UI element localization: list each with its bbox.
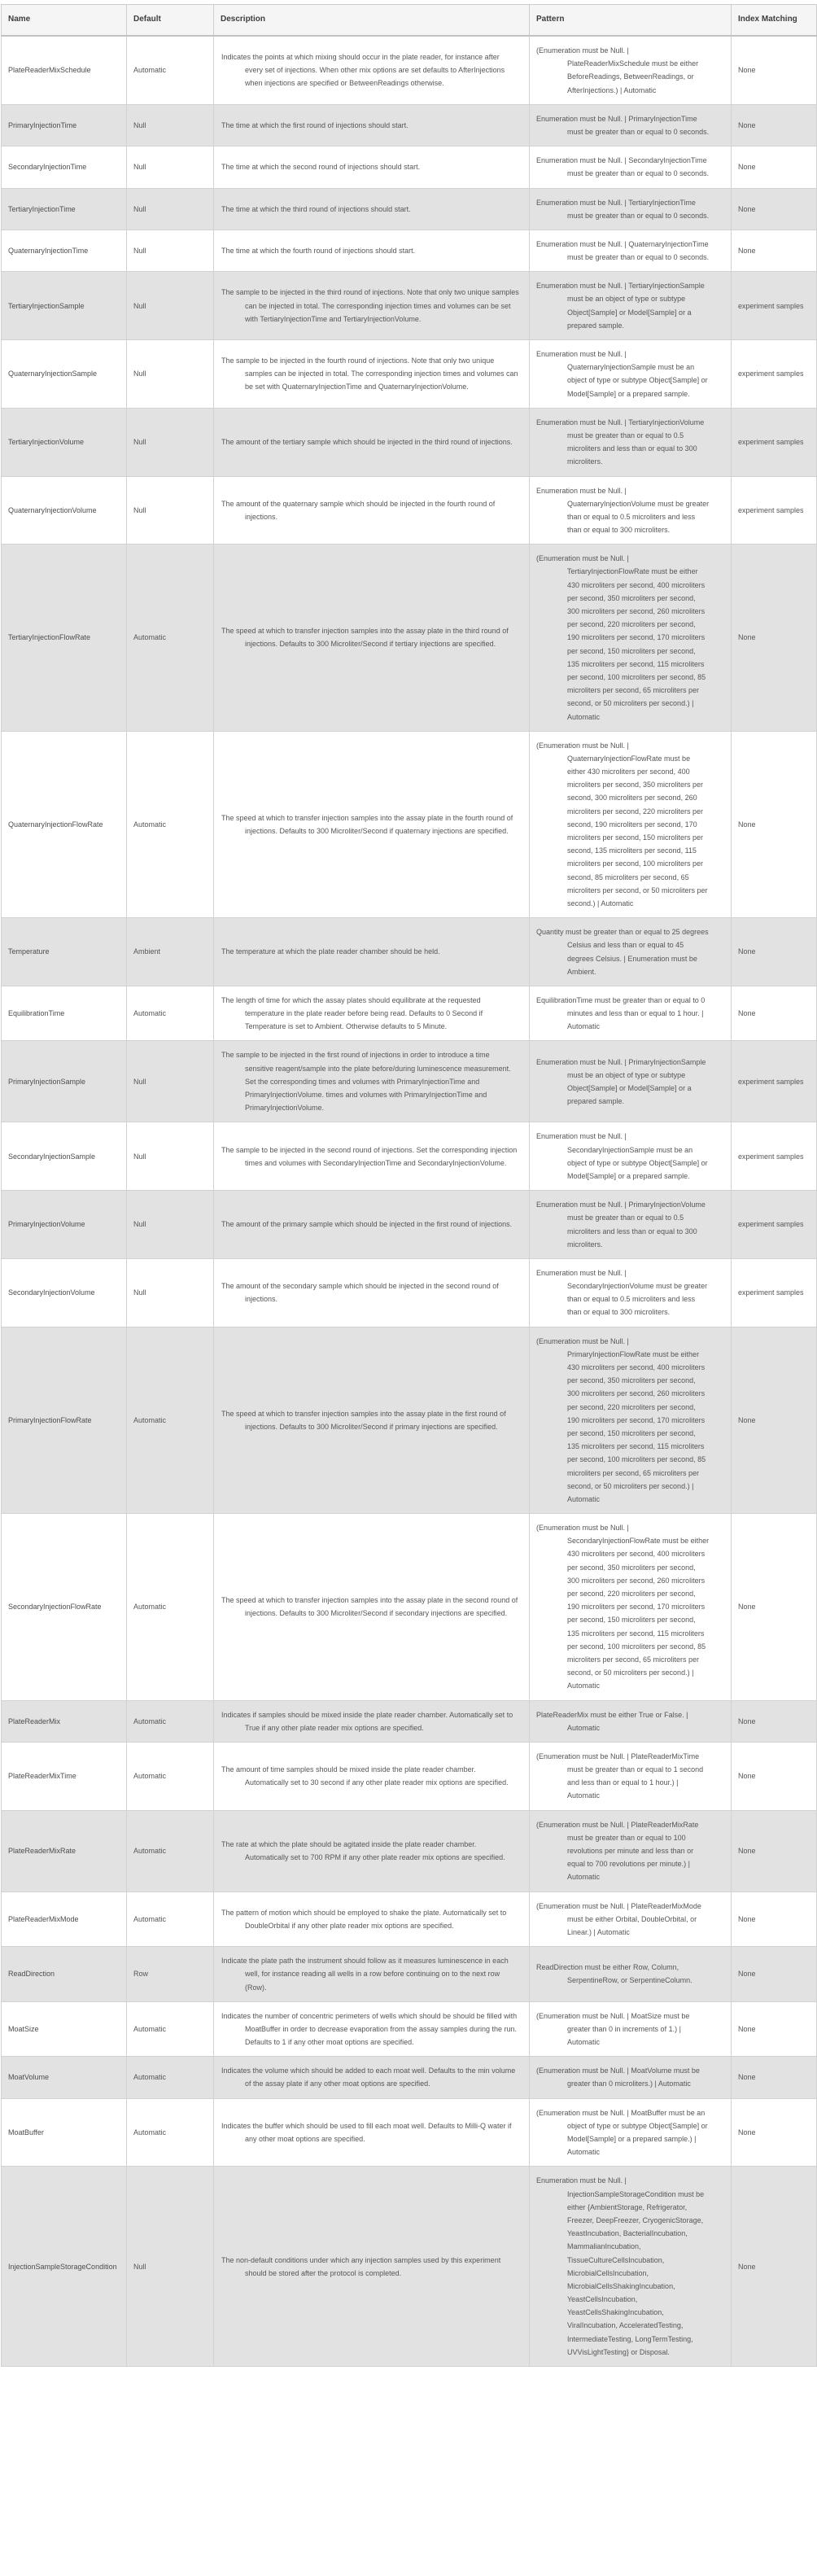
table-row: [2, 1742, 817, 1810]
cell-default-value: Null: [127, 408, 214, 476]
cell-option-name: PlateReaderMixTime: [2, 1742, 127, 1810]
cell-default-value: Automatic: [127, 1700, 214, 1742]
table-row: [2, 2001, 817, 2057]
cell-pattern: (Enumeration must be Null. | PlateReaderMixTime must be greater than or equal to 1 second and less than or equal to 1 hour.) | Automatic: [530, 1742, 732, 1810]
cell-pattern: Enumeration must be Null. | TertiaryInjectionSample must be an object of type or subtype Object[Sample] or Model[Sample] or a prepared sample.: [530, 272, 732, 340]
table-row: [2, 1514, 817, 1700]
cell-pattern: EquilibrationTime must be greater than or equal to 0 minutes and less than or equal to 1 hour. | Automatic: [530, 986, 732, 1041]
header-row: [2, 5, 817, 37]
cell-description: Indicates if samples should be mixed inside the plate reader chamber. Automatically set to True if any other plate reader mix options are specified.: [214, 1700, 530, 1742]
cell-default-value: Automatic: [127, 2001, 214, 2057]
cell-option-name: MoatSize: [2, 2001, 127, 2057]
table-row: [2, 1810, 817, 1892]
cell-pattern: (Enumeration must be Null. | TertiaryInjectionFlowRate must be either 430 microliters per second, 400 microliters per second, 350 microliters per second, 300 microliters per second, 260 microliters per second, 220 microliters per second, 190 microliters per second, 170 microliters per second, 150 microliters per second, 135 microliters per second, 115 microliters per second, 100 microliters per second, 85 microliters per second, 65 microliters per second, or 50 microliters per second.) | Automatic: [530, 545, 732, 731]
cell-index-matching: None: [732, 1810, 817, 1892]
cell-description: The amount of the quaternary sample which should be injected in the fourth round of injections.: [214, 476, 530, 545]
cell-option-name: TertiaryInjectionFlowRate: [2, 545, 127, 731]
cell-index-matching: None: [732, 2167, 817, 2367]
table-row: [2, 986, 817, 1041]
cell-description: The time at which the first round of injections should start.: [214, 104, 530, 146]
cell-option-name: SecondaryInjectionFlowRate: [2, 1514, 127, 1700]
cell-option-name: MoatVolume: [2, 2057, 127, 2098]
cell-description: The speed at which to transfer injection samples into the assay plate in the first round of injections. Defaults to 300 Microliter/Second if primary injections are specified.: [214, 1327, 530, 1513]
cell-default-value: Automatic: [127, 2098, 214, 2167]
cell-option-name: QuaternaryInjectionSample: [2, 340, 127, 409]
cell-option-name: TertiaryInjectionVolume: [2, 408, 127, 476]
table-row: [2, 1258, 817, 1327]
column-header-name: Name: [2, 5, 127, 37]
cell-index-matching: experiment samples: [732, 1191, 817, 1259]
cell-index-matching: None: [732, 2001, 817, 2057]
cell-description: Indicates the points at which mixing should occur in the plate reader, for instance after every set of injections. When other mix options are set defaults to AfterInjections when injections are specified or BetweenReadings otherwise.: [214, 36, 530, 104]
cell-pattern: (Enumeration must be Null. | PlateReaderMixMode must be either Orbital, DoubleOrbital, or Linear.) | Automatic: [530, 1892, 732, 1947]
cell-default-value: Null: [127, 272, 214, 340]
table-row: [2, 2057, 817, 2098]
cell-pattern: PlateReaderMix must be either True or False. | Automatic: [530, 1700, 732, 1742]
cell-pattern: Enumeration must be Null. | PrimaryInjectionVolume must be greater than or equal to 0.5 microliters and less than or equal to 300 microliters.: [530, 1191, 732, 1259]
cell-description: Indicate the plate path the instrument should follow as it measures luminescence in each well, for instance reading all wells in a row before continuing on to the next row (Row).: [214, 1947, 530, 2002]
cell-default-value: Automatic: [127, 1892, 214, 1947]
cell-pattern: Enumeration must be Null. | QuaternaryInjectionSample must be an object of type or subtype Object[Sample] or Model[Sample] or a prepared sample.: [530, 340, 732, 409]
cell-pattern: Enumeration must be Null. | PrimaryInjectionSample must be an object of type or subtype Object[Sample] or Model[Sample] or a prepared sample.: [530, 1041, 732, 1122]
cell-description: The time at which the fourth round of injections should start.: [214, 230, 530, 271]
table-row: [2, 340, 817, 409]
cell-default-value: Automatic: [127, 36, 214, 104]
column-header-pattern: Pattern: [530, 5, 732, 37]
cell-index-matching: None: [732, 104, 817, 146]
cell-description: The speed at which to transfer injection samples into the assay plate in the second round of injections. Defaults to 300 Microliter/Second if secondary injections are specified.: [214, 1514, 530, 1700]
cell-index-matching: None: [732, 1327, 817, 1513]
table-row: [2, 2167, 817, 2367]
cell-option-name: PrimaryInjectionSample: [2, 1041, 127, 1122]
cell-index-matching: None: [732, 545, 817, 731]
cell-pattern: Enumeration must be Null. | SecondaryInjectionTime must be greater than or equal to 0 seconds.: [530, 147, 732, 188]
cell-option-name: PlateReaderMixMode: [2, 1892, 127, 1947]
cell-description: The amount of the secondary sample which should be injected in the second round of injections.: [214, 1258, 530, 1327]
cell-default-value: Null: [127, 147, 214, 188]
cell-description: Indicates the buffer which should be used to fill each moat well. Defaults to Milli-Q water if any other moat options are specified.: [214, 2098, 530, 2167]
cell-pattern: Quantity must be greater than or equal to 25 degrees Celsius and less than or equal to 45 degrees Celsius. | Enumeration must be Ambient.: [530, 918, 732, 986]
cell-option-name: PrimaryInjectionTime: [2, 104, 127, 146]
cell-index-matching: None: [732, 986, 817, 1041]
table-row: [2, 731, 817, 917]
cell-option-name: Temperature: [2, 918, 127, 986]
cell-description: The speed at which to transfer injection samples into the assay plate in the fourth round of injections. Defaults to 300 Microliter/Second if quaternary injections are specified.: [214, 731, 530, 917]
table-row: [2, 147, 817, 188]
table-row: [2, 104, 817, 146]
table-body: [2, 36, 817, 2367]
table-row: [2, 918, 817, 986]
cell-index-matching: None: [732, 230, 817, 271]
cell-default-value: Null: [127, 230, 214, 271]
cell-pattern: (Enumeration must be Null. | PlateReaderMixRate must be greater than or equal to 100 revolutions per minute and less than or equal to 700 revolutions per minute.) | Automatic: [530, 1810, 732, 1892]
cell-option-name: QuaternaryInjectionTime: [2, 230, 127, 271]
cell-option-name: SecondaryInjectionTime: [2, 147, 127, 188]
cell-index-matching: None: [732, 36, 817, 104]
cell-default-value: Automatic: [127, 1327, 214, 1513]
cell-default-value: Null: [127, 2167, 214, 2367]
cell-default-value: Null: [127, 476, 214, 545]
cell-description: Indicates the volume which should be added to each moat well. Defaults to the min volume of the assay plate if any other moat options are specified.: [214, 2057, 530, 2098]
cell-pattern: Enumeration must be Null. | SecondaryInjectionVolume must be greater than or equal to 0.5 microliters and less than or equal to 300 microliters.: [530, 1258, 732, 1327]
column-header-index-matching: Index Matching: [732, 5, 817, 37]
cell-index-matching: experiment samples: [732, 476, 817, 545]
cell-pattern: Enumeration must be Null. | QuaternaryInjectionTime must be greater than or equal to 0 seconds.: [530, 230, 732, 271]
cell-index-matching: None: [732, 1947, 817, 2002]
cell-description: The time at which the second round of injections should start.: [214, 147, 530, 188]
cell-default-value: Null: [127, 340, 214, 409]
cell-default-value: Ambient: [127, 918, 214, 986]
cell-default-value: Automatic: [127, 545, 214, 731]
cell-description: The amount of time samples should be mixed inside the plate reader chamber. Automatically set to 30 second if any other plate reader mix options are specified.: [214, 1742, 530, 1810]
table-row: [2, 188, 817, 230]
cell-pattern: Enumeration must be Null. | InjectionSampleStorageCondition must be either {AmbientStorage, Refrigerator, Freezer, DeepFreezer, CryogenicStorage, YeastIncubation, BacterialIncubation, MammalianIncubation, TissueCultureCellsIncubation, MicrobialCellsIncubation, MicrobialCellsShakingIncubation, YeastCellsIncubation, YeastCellsShakingIncubation, ViralIncubation, AcceleratedTesting, IntermediateTesting, LongTermTesting, UVVisLightTesting} or Disposal.: [530, 2167, 732, 2367]
cell-index-matching: None: [732, 147, 817, 188]
cell-pattern: Enumeration must be Null. | SecondaryInjectionSample must be an object of type or subtype Object[Sample] or Model[Sample] or a prepared sample.: [530, 1122, 732, 1191]
column-header-description: Description: [214, 5, 530, 37]
cell-pattern: Enumeration must be Null. | QuaternaryInjectionVolume must be greater than or equal to 0.5 microliters and less than or equal to 300 microliters.: [530, 476, 732, 545]
cell-description: The pattern of motion which should be employed to shake the plate. Automatically set to DoubleOrbital if any other plate reader mix options are specified.: [214, 1892, 530, 1947]
cell-index-matching: experiment samples: [732, 272, 817, 340]
cell-default-value: Automatic: [127, 986, 214, 1041]
cell-description: The length of time for which the assay plates should equilibrate at the requested temperature in the plate reader before being read. Defaults to 0 Second if Temperature is set to Ambient. Otherwise defaults to 5 Minute.: [214, 986, 530, 1041]
cell-description: The sample to be injected in the second round of injections. Set the corresponding injection times and volumes with SecondaryInjectionTime and SecondaryInjectionVolume.: [214, 1122, 530, 1191]
cell-option-name: SecondaryInjectionVolume: [2, 1258, 127, 1327]
cell-index-matching: None: [732, 2098, 817, 2167]
cell-default-value: Automatic: [127, 1514, 214, 1700]
cell-index-matching: None: [732, 1742, 817, 1810]
cell-option-name: QuaternaryInjectionFlowRate: [2, 731, 127, 917]
cell-option-name: TertiaryInjectionTime: [2, 188, 127, 230]
cell-index-matching: experiment samples: [732, 340, 817, 409]
cell-index-matching: None: [732, 1892, 817, 1947]
cell-description: The time at which the third round of injections should start.: [214, 188, 530, 230]
cell-description: The amount of the primary sample which should be injected in the first round of injections.: [214, 1191, 530, 1259]
cell-index-matching: None: [732, 1700, 817, 1742]
cell-index-matching: None: [732, 1514, 817, 1700]
cell-index-matching: None: [732, 2057, 817, 2098]
cell-description: The temperature at which the plate reader chamber should be held.: [214, 918, 530, 986]
cell-pattern: Enumeration must be Null. | TertiaryInjectionVolume must be greater than or equal to 0.5 microliters and less than or equal to 300 microliters.: [530, 408, 732, 476]
cell-pattern: (Enumeration must be Null. | MoatSize must be greater than 0 in increments of 1.) | Automatic: [530, 2001, 732, 2057]
cell-description: The sample to be injected in the third round of injections. Note that only two unique samples can be injected in total. The corresponding injection times and volumes can be set with TertiaryInjectionTime and TertiaryInjectionVolume.: [214, 272, 530, 340]
cell-description: The sample to be injected in the first round of injections in order to introduce a time sensitive reagent/sample into the plate before/during luminescence measurement. Set the corresponding times and volumes with PrimaryInjectionTime and PrimaryInjectionVolume. times and volumes with PrimaryInjectionTime and PrimaryInjectionVolume.: [214, 1041, 530, 1122]
options-table: [1, 4, 817, 2367]
cell-index-matching: experiment samples: [732, 1122, 817, 1191]
cell-default-value: Automatic: [127, 1810, 214, 1892]
cell-option-name: PrimaryInjectionFlowRate: [2, 1327, 127, 1513]
cell-default-value: Null: [127, 1191, 214, 1259]
table-row: [2, 1700, 817, 1742]
table-row: [2, 2098, 817, 2167]
cell-option-name: EquilibrationTime: [2, 986, 127, 1041]
table-row: [2, 476, 817, 545]
cell-option-name: QuaternaryInjectionVolume: [2, 476, 127, 545]
cell-pattern: (Enumeration must be Null. | SecondaryInjectionFlowRate must be either 430 microliters per second, 400 microliters per second, 350 microliters per second, 300 microliters per second, 260 microliters per second, 220 microliters per second, 190 microliters per second, 170 microliters per second, 150 microliters per second, 135 microliters per second, 115 microliters per second, 100 microliters per second, 85 microliters per second, 65 microliters per second, or 50 microliters per second.) | Automatic: [530, 1514, 732, 1700]
cell-option-name: ReadDirection: [2, 1947, 127, 2002]
table-row: [2, 36, 817, 104]
cell-pattern: (Enumeration must be Null. | MoatVolume must be greater than 0 microliters.) | Automatic: [530, 2057, 732, 2098]
table-row: [2, 1191, 817, 1259]
cell-pattern: (Enumeration must be Null. | PrimaryInjectionFlowRate must be either 430 microliters per second, 400 microliters per second, 350 microliters per second, 300 microliters per second, 260 microliters per second, 220 microliters per second, 190 microliters per second, 170 microliters per second, 150 microliters per second, 135 microliters per second, 115 microliters per second, 100 microliters per second, 85 microliters per second, 65 microliters per second, or 50 microliters per second.) | Automatic: [530, 1327, 732, 1513]
cell-option-name: PlateReaderMixSchedule: [2, 36, 127, 104]
cell-option-name: MoatBuffer: [2, 2098, 127, 2167]
cell-description: The non-default conditions under which any injection samples used by this experiment should be stored after the protocol is completed.: [214, 2167, 530, 2367]
table-row: [2, 1947, 817, 2002]
cell-default-value: Automatic: [127, 2057, 214, 2098]
cell-pattern: (Enumeration must be Null. | MoatBuffer must be an object of type or subtype Object[Sample] or Model[Sample] or a prepared sample.) | Automatic: [530, 2098, 732, 2167]
cell-default-value: Automatic: [127, 731, 214, 917]
cell-pattern: Enumeration must be Null. | PrimaryInjectionTime must be greater than or equal to 0 seconds.: [530, 104, 732, 146]
cell-index-matching: experiment samples: [732, 1258, 817, 1327]
cell-index-matching: experiment samples: [732, 408, 817, 476]
cell-default-value: Row: [127, 1947, 214, 2002]
cell-description: The speed at which to transfer injection samples into the assay plate in the third round of injections. Defaults to 300 Microliter/Second if tertiary injections are specified.: [214, 545, 530, 731]
cell-description: The amount of the tertiary sample which should be injected in the third round of injections.: [214, 408, 530, 476]
cell-description: The rate at which the plate should be agitated inside the plate reader chamber. Automatically set to 700 RPM if any other plate reader mix options are specified.: [214, 1810, 530, 1892]
cell-description: Indicates the number of concentric perimeters of wells which should be should be filled with MoatBuffer in order to decrease evaporation from the assay samples during the run. Defaults to 1 if any other moat options are specified.: [214, 2001, 530, 2057]
table-row: [2, 545, 817, 731]
cell-pattern: Enumeration must be Null. | TertiaryInjectionTime must be greater than or equal to 0 seconds.: [530, 188, 732, 230]
table-row: [2, 1327, 817, 1513]
table-row: [2, 1041, 817, 1122]
table-row: [2, 1122, 817, 1191]
cell-default-value: Null: [127, 104, 214, 146]
cell-default-value: Automatic: [127, 1742, 214, 1810]
cell-default-value: Null: [127, 1122, 214, 1191]
cell-option-name: SecondaryInjectionSample: [2, 1122, 127, 1191]
cell-index-matching: experiment samples: [732, 1041, 817, 1122]
cell-option-name: InjectionSampleStorageCondition: [2, 2167, 127, 2367]
cell-default-value: Null: [127, 1258, 214, 1327]
column-header-default: Default: [127, 5, 214, 37]
cell-pattern: (Enumeration must be Null. | QuaternaryInjectionFlowRate must be either 430 microliters per second, 400 microliters per second, 350 microliters per second, 300 microliters per second, 260 microliters per second, 220 microliters per second, 190 microliters per second, 170 microliters per second, 150 microliters per second, 135 microliters per second, 115 microliters per second, 100 microliters per second, 85 microliters per second, 65 microliters per second, or 50 microliters per second.) | Automatic: [530, 731, 732, 917]
table-row: [2, 272, 817, 340]
cell-option-name: PlateReaderMixRate: [2, 1810, 127, 1892]
cell-index-matching: None: [732, 731, 817, 917]
cell-pattern: (Enumeration must be Null. | PlateReaderMixSchedule must be either BeforeReadings, BetweenReadings, or AfterInjections.) | Automatic: [530, 36, 732, 104]
cell-default-value: Null: [127, 1041, 214, 1122]
cell-option-name: PlateReaderMix: [2, 1700, 127, 1742]
table-row: [2, 230, 817, 271]
table-row: [2, 408, 817, 476]
cell-default-value: Null: [127, 188, 214, 230]
cell-index-matching: None: [732, 918, 817, 986]
cell-option-name: TertiaryInjectionSample: [2, 272, 127, 340]
cell-option-name: PrimaryInjectionVolume: [2, 1191, 127, 1259]
table-row: [2, 1892, 817, 1947]
cell-pattern: ReadDirection must be either Row, Column, SerpentineRow, or SerpentineColumn.: [530, 1947, 732, 2002]
cell-description: The sample to be injected in the fourth round of injections. Note that only two unique samples can be injected in total. The corresponding injection times and volumes can be set with QuaternaryInjectionTime and QuaternaryInjectionVolume.: [214, 340, 530, 409]
table-header: [2, 5, 817, 37]
cell-index-matching: None: [732, 188, 817, 230]
